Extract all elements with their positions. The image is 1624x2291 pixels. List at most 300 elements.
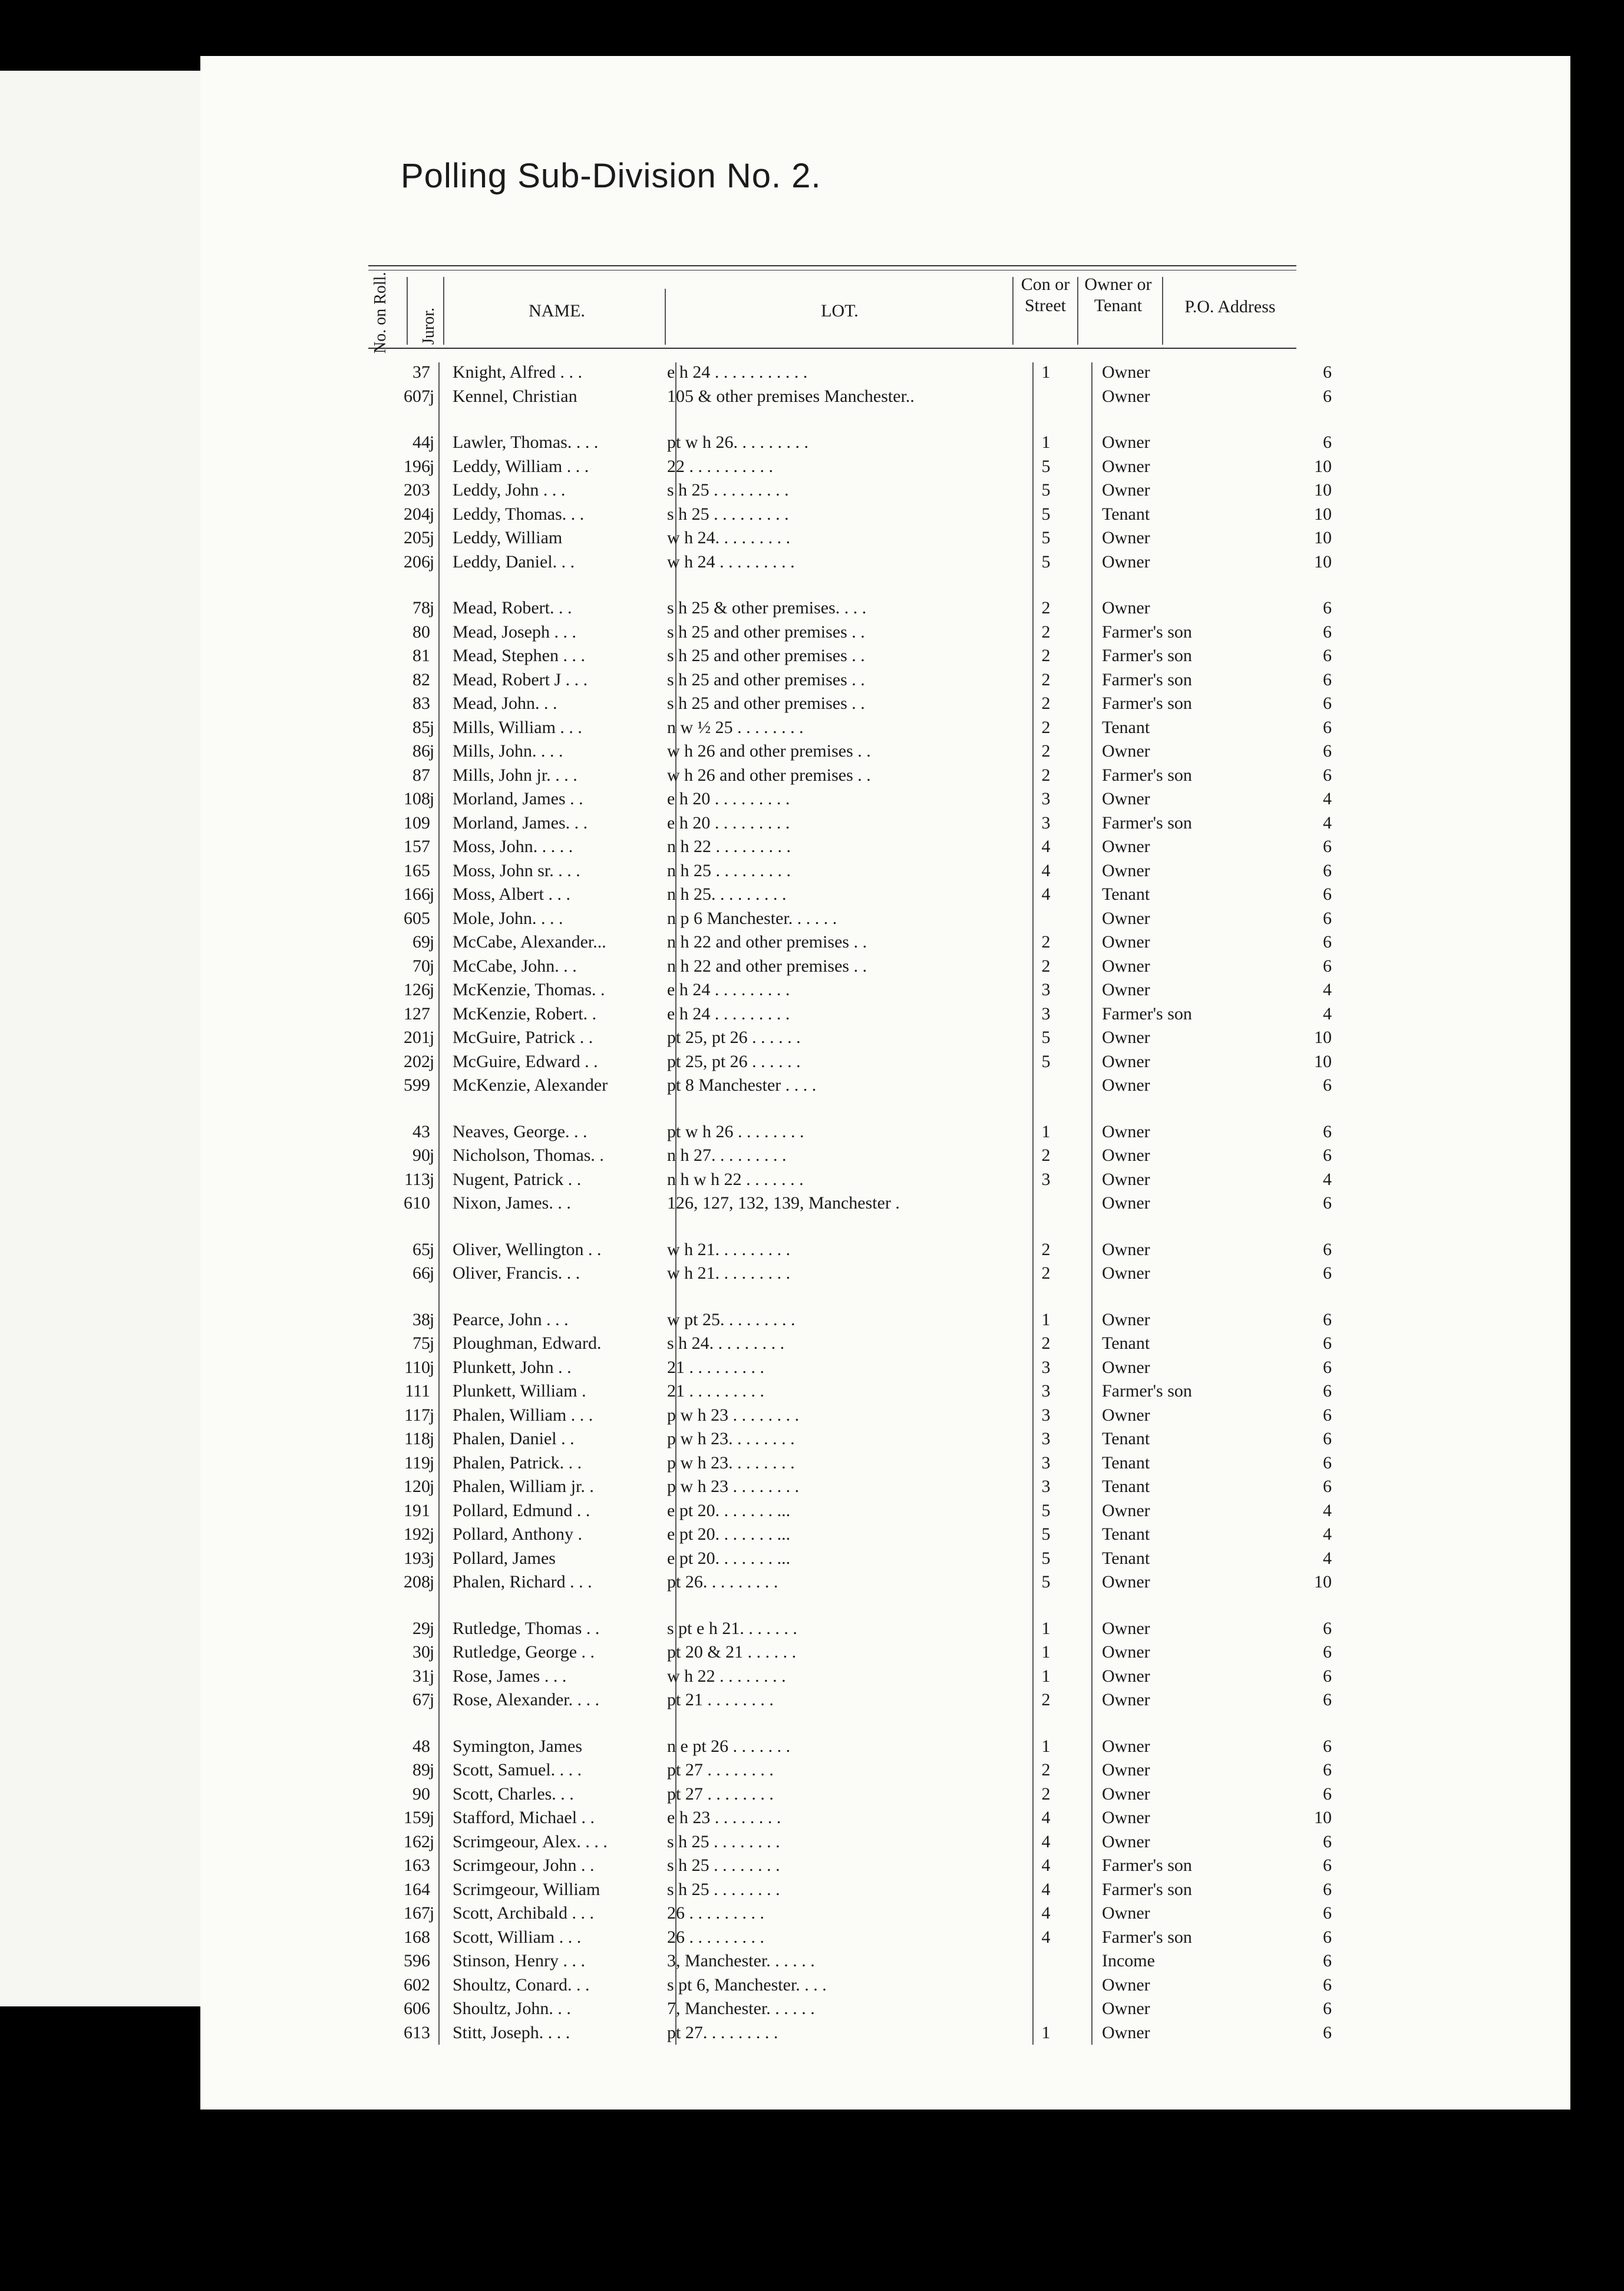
voter-name: Nixon, James. . .	[453, 1193, 571, 1213]
lot-description: p w h 23 . . . . . . . .	[667, 1477, 800, 1496]
owner-tenant-status: Owner	[1102, 980, 1150, 999]
owner-tenant-status: Farmer's son	[1102, 646, 1192, 665]
table-row	[0, 503, 1624, 526]
roll-number: 596	[404, 1951, 430, 1970]
voter-name: Nicholson, Thomas. .	[453, 1146, 604, 1165]
header-juror: Juror.	[420, 308, 438, 345]
roll-number: 120	[404, 1477, 430, 1496]
lot-description: w h 26 and other premises . .	[667, 765, 871, 785]
owner-tenant-status: Farmer's son	[1102, 1879, 1192, 1899]
lot-description: 26 . . . . . . . . .	[667, 1927, 764, 1947]
owner-tenant-status: Tenant	[1102, 717, 1150, 737]
po-address-code: 6	[1323, 1239, 1332, 1259]
table-row	[0, 835, 1624, 859]
roll-number: 38	[412, 1309, 430, 1329]
owner-tenant-status: Tenant	[1102, 1524, 1150, 1544]
voter-name: Shoultz, John. . .	[453, 1999, 571, 2018]
po-address-code: 4	[1323, 1548, 1332, 1568]
po-address-code: 6	[1323, 1381, 1332, 1401]
table-row	[0, 1854, 1624, 1877]
owner-tenant-status: Owner	[1102, 837, 1150, 856]
voter-name: Symington, James	[453, 1736, 583, 1756]
lot-description: s h 25 . . . . . . . .	[667, 1856, 780, 1875]
lot-description: 21 . . . . . . . . .	[667, 1357, 764, 1377]
table-row	[0, 1427, 1624, 1451]
voter-name: Mills, William . . .	[453, 717, 582, 737]
voter-name: McGuire, Edward . .	[453, 1051, 598, 1071]
roll-number: 70	[412, 956, 430, 976]
table-row	[0, 1640, 1624, 1664]
lot-description: s h 25 and other premises . .	[667, 669, 865, 689]
voter-name: Oliver, Wellington . .	[453, 1239, 602, 1259]
roll-number: 192	[404, 1524, 430, 1544]
table-row	[0, 1547, 1624, 1570]
juror-mark: j	[429, 1169, 435, 1189]
owner-tenant-status: Owner	[1102, 1405, 1150, 1425]
lot-description: pt w h 26 . . . . . . . .	[667, 1121, 804, 1141]
voter-name: Scott, Charles. . .	[453, 1784, 574, 1804]
po-address-code: 6	[1323, 1075, 1332, 1095]
roll-number: 69	[412, 932, 430, 952]
juror-mark: j	[429, 1146, 435, 1165]
lot-description: pt 21 . . . . . . . .	[667, 1690, 774, 1709]
table-row	[0, 1356, 1624, 1379]
juror-mark: j	[429, 1357, 435, 1377]
owner-tenant-status: Income	[1102, 1951, 1155, 1970]
concession-number: 5	[1041, 1028, 1051, 1047]
roll-number: 117	[404, 1405, 430, 1425]
owner-tenant-status: Tenant	[1102, 1429, 1150, 1448]
roll-number: 201	[404, 1028, 430, 1047]
voter-name: Scrimgeour, William	[453, 1879, 600, 1899]
table-row	[0, 1949, 1624, 1973]
concession-number: 4	[1041, 1808, 1051, 1827]
juror-mark: j	[429, 741, 435, 761]
roll-number: 90	[412, 1784, 430, 1804]
owner-tenant-status: Owner	[1102, 1075, 1150, 1095]
juror-mark: j	[429, 1452, 435, 1473]
juror-mark: j	[429, 1524, 435, 1544]
voter-name: Scott, Samuel. . . .	[453, 1760, 582, 1780]
concession-number: 5	[1041, 456, 1051, 476]
concession-number: 5	[1041, 1572, 1051, 1592]
concession-number: 2	[1041, 622, 1051, 642]
concession-number: 3	[1041, 1477, 1051, 1496]
lot-description: n p 6 Manchester. . . . . .	[667, 908, 837, 928]
header-con-or-street: Con or Street	[1021, 275, 1070, 315]
roll-number: 86	[412, 741, 430, 761]
header-name: NAME.	[529, 301, 585, 321]
table-row	[0, 1332, 1624, 1355]
lot-description: s pt 6, Manchester. . . .	[667, 1975, 827, 1995]
voter-name: Mead, Robert. . .	[453, 598, 572, 618]
roll-number: 202	[404, 1051, 430, 1071]
lot-description: 3, Manchester. . . . . .	[667, 1951, 815, 1970]
voter-name: Knight, Alfred . . .	[453, 362, 582, 382]
po-address-code: 6	[1323, 646, 1332, 665]
roll-number: 111	[405, 1381, 430, 1401]
lot-description: n w ½ 25 . . . . . . . .	[667, 717, 804, 737]
voter-name: Rutledge, Thomas . .	[453, 1618, 600, 1638]
juror-mark: j	[429, 1903, 435, 1923]
voter-name: Rutledge, George . .	[453, 1642, 595, 1662]
table-row	[0, 1735, 1624, 1758]
juror-mark: j	[429, 1051, 435, 1071]
voter-name: Rose, Alexander. . . .	[453, 1690, 600, 1709]
table-row	[0, 883, 1624, 906]
voter-name: Pollard, Anthony .	[453, 1524, 583, 1544]
lot-description: pt 25, pt 26 . . . . . .	[667, 1051, 801, 1071]
roll-number: 67	[412, 1690, 430, 1709]
lot-description: s h 25 & other premises. . . .	[667, 598, 867, 618]
lot-description: pt 8 Manchester . . . .	[667, 1075, 817, 1095]
table-row	[0, 1665, 1624, 1688]
juror-mark: j	[429, 552, 435, 572]
concession-number: 3	[1041, 813, 1051, 833]
owner-tenant-status: Owner	[1102, 1690, 1150, 1709]
table-row	[0, 1878, 1624, 1902]
concession-number: 3	[1041, 1405, 1051, 1425]
concession-number: 2	[1041, 717, 1051, 737]
owner-tenant-status: Owner	[1102, 1239, 1150, 1259]
concession-number: 2	[1041, 956, 1051, 976]
roll-number: 90	[412, 1146, 430, 1165]
roll-number: 83	[412, 694, 430, 713]
concession-number: 3	[1041, 980, 1051, 999]
voter-name: Scott, William . . .	[453, 1927, 582, 1947]
roll-number: 29	[412, 1618, 430, 1638]
voter-name: Plunkett, John . .	[453, 1357, 572, 1377]
concession-number: 3	[1041, 1381, 1051, 1401]
roll-number: 82	[412, 669, 430, 689]
concession-number: 1	[1041, 1309, 1051, 1329]
table-row	[0, 526, 1624, 550]
juror-mark: j	[429, 1309, 435, 1329]
concession-number: 4	[1041, 1903, 1051, 1923]
lot-description: e h 20 . . . . . . . . .	[667, 813, 790, 833]
voter-name: Leddy, Thomas. . .	[453, 504, 585, 524]
lot-description: n e pt 26 . . . . . . .	[667, 1736, 791, 1756]
voter-name: Neaves, George. . .	[453, 1121, 587, 1141]
table-row	[0, 1523, 1624, 1546]
po-address-code: 4	[1323, 813, 1332, 833]
concession-number: 2	[1041, 694, 1051, 713]
owner-tenant-status: Owner	[1102, 741, 1150, 761]
roll-number: 75	[412, 1333, 430, 1353]
table-row	[0, 1973, 1624, 1997]
table-row	[0, 1997, 1624, 2021]
table-row	[0, 478, 1624, 502]
table-row	[0, 740, 1624, 763]
voter-name: Mead, John. . .	[453, 694, 557, 713]
owner-tenant-status: Owner	[1102, 1121, 1150, 1141]
po-address-code: 6	[1323, 694, 1332, 713]
juror-mark: j	[429, 456, 435, 476]
table-row	[0, 361, 1624, 384]
lot-description: w h 24 . . . . . . . . .	[667, 552, 795, 572]
voter-name: Kennel, Christian	[453, 386, 577, 406]
concession-number: 4	[1041, 1856, 1051, 1875]
roll-number: 206	[404, 552, 430, 572]
concession-number: 5	[1041, 528, 1051, 547]
po-address-code: 6	[1323, 1333, 1332, 1353]
juror-mark: j	[429, 1618, 435, 1638]
owner-tenant-status: Owner	[1102, 1263, 1150, 1283]
po-address-code: 6	[1323, 433, 1332, 452]
concession-number: 2	[1041, 1263, 1051, 1283]
owner-tenant-status: Owner	[1102, 1784, 1150, 1804]
owner-tenant-status: Owner	[1102, 1975, 1150, 1995]
concession-number: 3	[1041, 789, 1051, 808]
concession-number: 5	[1041, 1051, 1051, 1071]
roll-number: 610	[404, 1193, 430, 1213]
roll-number: 193	[404, 1548, 430, 1568]
concession-number: 3	[1041, 1452, 1051, 1473]
voter-name: Mead, Joseph . . .	[453, 622, 576, 642]
owner-tenant-status: Owner	[1102, 1500, 1150, 1520]
roll-number: 43	[412, 1121, 430, 1141]
lot-description: e pt 20. . . . . . . ...	[667, 1548, 791, 1568]
po-address-code: 6	[1323, 1452, 1332, 1473]
concession-number: 5	[1041, 1524, 1051, 1544]
concession-number: 2	[1041, 646, 1051, 665]
po-address-code: 6	[1323, 2022, 1332, 2042]
po-address-code: 6	[1323, 362, 1332, 382]
roll-number: 165	[404, 860, 430, 880]
lot-description: s h 25 . . . . . . . . .	[667, 504, 789, 524]
juror-mark: j	[429, 1333, 435, 1353]
po-address-code: 6	[1323, 908, 1332, 928]
concession-number: 1	[1041, 2022, 1051, 2042]
owner-tenant-status: Owner	[1102, 1999, 1150, 2018]
concession-number: 4	[1041, 1879, 1051, 1899]
po-address-code: 6	[1323, 1146, 1332, 1165]
roll-number: 80	[412, 622, 430, 642]
lot-description: s h 25 . . . . . . . .	[667, 1831, 780, 1851]
juror-mark: j	[429, 1405, 435, 1425]
owner-tenant-status: Farmer's son	[1102, 694, 1192, 713]
po-address-code: 6	[1323, 1642, 1332, 1662]
header-owner-or-tenant: Owner or Tenant	[1084, 275, 1152, 315]
roll-number: 118	[404, 1429, 430, 1448]
voter-name: Stitt, Joseph. . . .	[453, 2022, 570, 2042]
concession-number: 1	[1041, 1666, 1051, 1686]
owner-tenant-status: Owner	[1102, 1169, 1150, 1189]
po-address-code: 6	[1323, 1951, 1332, 1970]
table-row	[0, 764, 1624, 787]
po-address-code: 6	[1323, 1618, 1332, 1638]
table-row	[0, 716, 1624, 740]
owner-tenant-status: Farmer's son	[1102, 813, 1192, 833]
table-row	[0, 955, 1624, 978]
table-row	[0, 385, 1624, 408]
owner-tenant-status: Tenant	[1102, 884, 1150, 904]
po-address-code: 6	[1323, 1784, 1332, 1804]
po-address-code: 6	[1323, 598, 1332, 618]
owner-tenant-status: Tenant	[1102, 1477, 1150, 1496]
lot-description: p w h 23 . . . . . . . .	[667, 1405, 800, 1425]
owner-tenant-status: Owner	[1102, 1146, 1150, 1165]
lot-description: s h 25 and other premises . .	[667, 646, 865, 665]
owner-tenant-status: Owner	[1102, 433, 1150, 452]
concession-number: 2	[1041, 669, 1051, 689]
concession-number: 5	[1041, 480, 1051, 500]
roll-number: 167	[404, 1903, 430, 1923]
voter-name: Mead, Stephen . . .	[453, 646, 585, 665]
page-title: Polling Sub-Division No. 2.	[401, 157, 821, 195]
roll-number: 87	[412, 765, 430, 785]
concession-number: 4	[1041, 884, 1051, 904]
roll-number: 166	[404, 884, 430, 904]
table-row	[0, 1379, 1624, 1403]
table-row	[0, 644, 1624, 668]
po-address-code: 6	[1323, 860, 1332, 880]
juror-mark: j	[429, 789, 435, 808]
juror-mark: j	[429, 956, 435, 976]
voter-name: Leddy, Daniel. . .	[453, 552, 575, 572]
juror-mark: j	[429, 1760, 435, 1780]
voter-name: Leddy, William	[453, 528, 563, 547]
voter-name: Rose, James . . .	[453, 1666, 567, 1686]
table-row	[0, 596, 1624, 620]
owner-tenant-status: Owner	[1102, 1760, 1150, 1780]
po-address-code: 10	[1314, 552, 1332, 572]
voter-name: Phalen, Daniel . .	[453, 1429, 575, 1448]
lot-description: n h 22 and other premises . .	[667, 932, 867, 952]
owner-tenant-status: Owner	[1102, 386, 1150, 406]
lot-description: s h 25 . . . . . . . . .	[667, 480, 789, 500]
juror-mark: j	[429, 504, 435, 524]
voter-name: Scrimgeour, Alex. . . .	[453, 1831, 608, 1851]
table-row	[0, 1570, 1624, 1594]
table-row	[0, 1120, 1624, 1144]
table-row	[0, 787, 1624, 811]
concession-number: 1	[1041, 1736, 1051, 1756]
voter-name: Nugent, Patrick . .	[453, 1169, 582, 1189]
voter-name: Stinson, Henry . . .	[453, 1951, 585, 1970]
voter-name: Mead, Robert J . . .	[453, 669, 588, 689]
concession-number: 2	[1041, 765, 1051, 785]
roll-number: 164	[404, 1879, 430, 1899]
table-row	[0, 1806, 1624, 1830]
roll-number: 31	[412, 1666, 430, 1686]
lot-description: w h 22 . . . . . . . .	[667, 1666, 786, 1686]
lot-description: pt 27. . . . . . . . .	[667, 2022, 778, 2042]
header-lot: LOT.	[821, 301, 859, 321]
owner-tenant-status: Owner	[1102, 932, 1150, 952]
lot-description: pt w h 26. . . . . . . . .	[667, 433, 808, 452]
lot-description: 126, 127, 132, 139, Manchester .	[667, 1193, 900, 1213]
roll-number: 119	[404, 1452, 430, 1473]
table-row	[0, 550, 1624, 574]
voter-name: Plunkett, William .	[453, 1381, 586, 1401]
concession-number: 3	[1041, 1357, 1051, 1377]
owner-tenant-status: Owner	[1102, 956, 1150, 976]
roll-number: 599	[404, 1075, 430, 1095]
lot-description: pt 25, pt 26 . . . . . .	[667, 1028, 801, 1047]
voter-name: Phalen, William . . .	[453, 1405, 593, 1425]
roll-number: 208	[404, 1572, 430, 1592]
owner-tenant-status: Tenant	[1102, 504, 1150, 524]
voter-name: Morland, James . .	[453, 789, 583, 808]
juror-mark: j	[429, 433, 435, 452]
table-row	[0, 907, 1624, 930]
concession-number: 3	[1041, 1169, 1051, 1189]
table-row	[0, 1050, 1624, 1074]
voter-name: Scott, Archibald . . .	[453, 1903, 594, 1923]
table-row	[0, 1902, 1624, 1925]
table-row	[0, 1475, 1624, 1498]
juror-mark: j	[429, 1477, 435, 1496]
po-address-code: 10	[1314, 1572, 1332, 1592]
lot-description: 26 . . . . . . . . .	[667, 1903, 764, 1923]
table-row	[0, 930, 1624, 954]
concession-number: 2	[1041, 1146, 1051, 1165]
juror-mark: j	[429, 717, 435, 737]
owner-tenant-status: Owner	[1102, 1808, 1150, 1827]
owner-tenant-status: Owner	[1102, 1618, 1150, 1638]
table-row	[0, 1404, 1624, 1427]
roll-number: 204	[404, 504, 430, 524]
owner-tenant-status: Farmer's son	[1102, 1381, 1192, 1401]
table-row	[0, 1758, 1624, 1782]
lot-description: s h 25 and other premises . .	[667, 622, 865, 642]
voter-name: Moss, John sr. . . .	[453, 860, 580, 880]
owner-tenant-status: Tenant	[1102, 1452, 1150, 1473]
po-address-code: 6	[1323, 1975, 1332, 1995]
concession-number: 1	[1041, 362, 1051, 382]
po-address-code: 10	[1314, 504, 1332, 524]
juror-mark: j	[429, 386, 435, 406]
po-address-code: 6	[1323, 932, 1332, 952]
concession-number: 4	[1041, 837, 1051, 856]
lot-description: w h 26 and other premises . .	[667, 741, 871, 761]
po-address-code: 6	[1323, 1309, 1332, 1329]
po-address-code: 6	[1323, 1999, 1332, 2018]
lot-description: pt 27 . . . . . . . .	[667, 1784, 774, 1804]
roll-number: 113	[404, 1169, 430, 1189]
voter-name: Phalen, Patrick. . .	[453, 1452, 582, 1473]
po-address-code: 6	[1323, 1477, 1332, 1496]
lot-description: s pt e h 21. . . . . . .	[667, 1618, 797, 1638]
owner-tenant-status: Owner	[1102, 598, 1150, 618]
roll-number: 66	[412, 1263, 430, 1283]
table-row	[0, 811, 1624, 835]
lot-description: s h 25 . . . . . . . .	[667, 1879, 780, 1899]
po-address-code: 4	[1323, 789, 1332, 808]
lot-description: e h 23 . . . . . . . .	[667, 1808, 781, 1827]
po-address-code: 6	[1323, 1666, 1332, 1686]
concession-number: 4	[1041, 1831, 1051, 1851]
concession-number: 1	[1041, 1121, 1051, 1141]
juror-mark: j	[429, 884, 435, 904]
juror-mark: j	[429, 1263, 435, 1283]
po-address-code: 4	[1323, 980, 1332, 999]
roll-number: 127	[404, 1003, 430, 1024]
lot-description: e pt 20. . . . . . . ...	[667, 1524, 791, 1544]
juror-mark: j	[429, 1028, 435, 1047]
lot-description: w h 24. . . . . . . . .	[667, 528, 791, 547]
lot-description: w pt 25. . . . . . . . .	[667, 1309, 796, 1329]
table-row	[0, 1308, 1624, 1332]
voter-name: Leddy, William . . .	[453, 456, 589, 476]
lot-description: pt 20 & 21 . . . . . .	[667, 1642, 797, 1662]
voter-name: Ploughman, Edward.	[453, 1333, 602, 1353]
concession-number: 2	[1041, 1760, 1051, 1780]
lot-description: n h w h 22 . . . . . . .	[667, 1169, 804, 1189]
juror-mark: j	[429, 1239, 435, 1259]
po-address-code: 6	[1323, 1879, 1332, 1899]
